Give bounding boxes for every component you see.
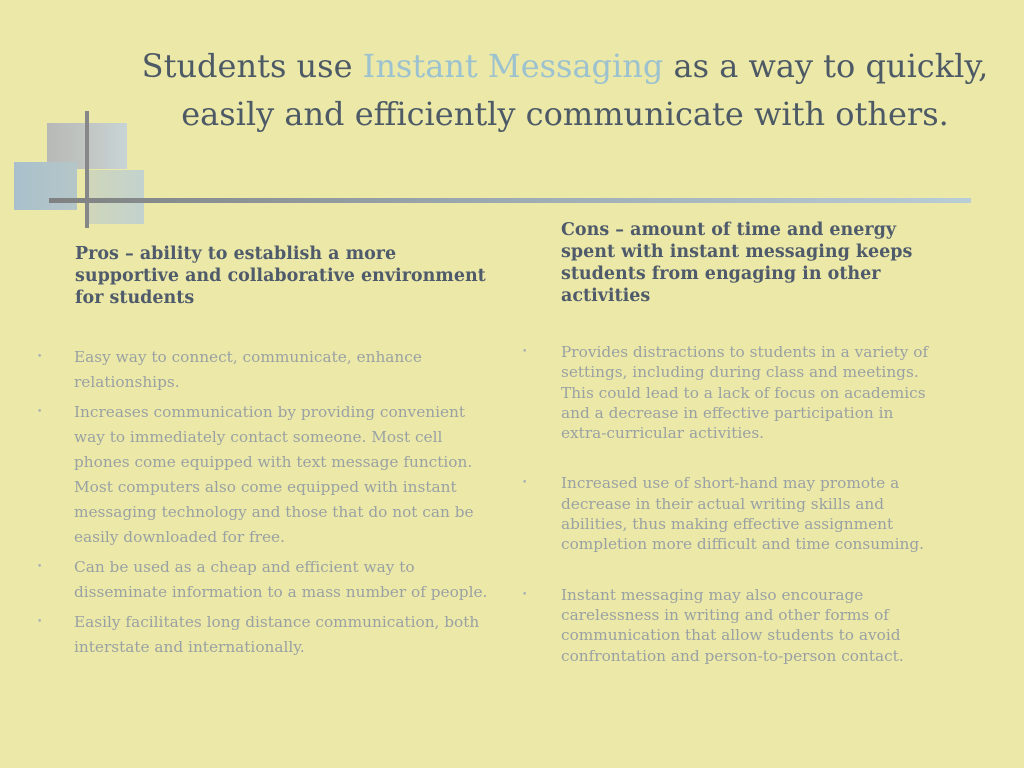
list-item [522, 585, 941, 666]
pros-item-text: Increases communication by providing convenient way to immediately contact someone. Most cell phones come equipped with text message function. Most computers also come equipped with instant messaging technology and those that do not can be easily downloaded for free. [74, 403, 474, 546]
cons-item-text: Provides distractions to students in a variety of settings, including during class and meetings. This could lead to a lack of focus on academics and a decrease in effective participation in extra-curricular activities. [561, 343, 929, 443]
list-item [37, 345, 489, 395]
pros-item-text: Can be used as a cheap and efficient way to disseminate information to a mass number of people. [74, 558, 488, 601]
decorative-horizontal-rule [49, 198, 971, 203]
list-item [37, 555, 489, 605]
list-item [37, 610, 489, 660]
pros-list [37, 345, 489, 665]
pros-item-text: Easy way to connect, communicate, enhance relationships. [74, 348, 422, 391]
cons-item-text: Instant messaging may also encourage carelessness in writing and other forms of communication that allow students to avoid confrontation and person-to-person contact. [561, 585, 904, 665]
bullet-icon: • [522, 589, 528, 600]
bullet-icon: • [37, 562, 43, 572]
cons-heading: Cons – amount of time and energy spent with instant messaging keeps students from engaging in other activities [561, 220, 913, 306]
bullet-icon: • [522, 347, 528, 357]
bullet-icon: • [37, 617, 43, 627]
list-item [522, 342, 941, 443]
cons-list [522, 342, 941, 696]
pros-heading: Pros – ability to establish a more supportive and collaborative environment for students [75, 244, 486, 308]
cons-item-text: Increased use of short-hand may promote a decrease in their actual writing skills and abilities, thus making effective assignment completion more difficult and time consuming. [561, 474, 925, 554]
title-text-start: Students use [141, 47, 363, 85]
slide-title [130, 42, 1000, 138]
bullet-icon: • [37, 352, 43, 362]
pros-item-text: Easily facilitates long distance communication, both interstate and internationally. [74, 613, 480, 656]
bullet-icon: • [522, 478, 528, 489]
list-item [37, 400, 489, 550]
decorative-light-square [88, 170, 144, 224]
title-accent-text: Instant Messaging [362, 47, 664, 85]
title-text-end: as a way to quickly, easily and efficiently communicate with others. [181, 47, 989, 133]
list-item [522, 473, 941, 554]
bullet-icon: • [37, 407, 43, 417]
decorative-vertical-rule [85, 111, 89, 228]
